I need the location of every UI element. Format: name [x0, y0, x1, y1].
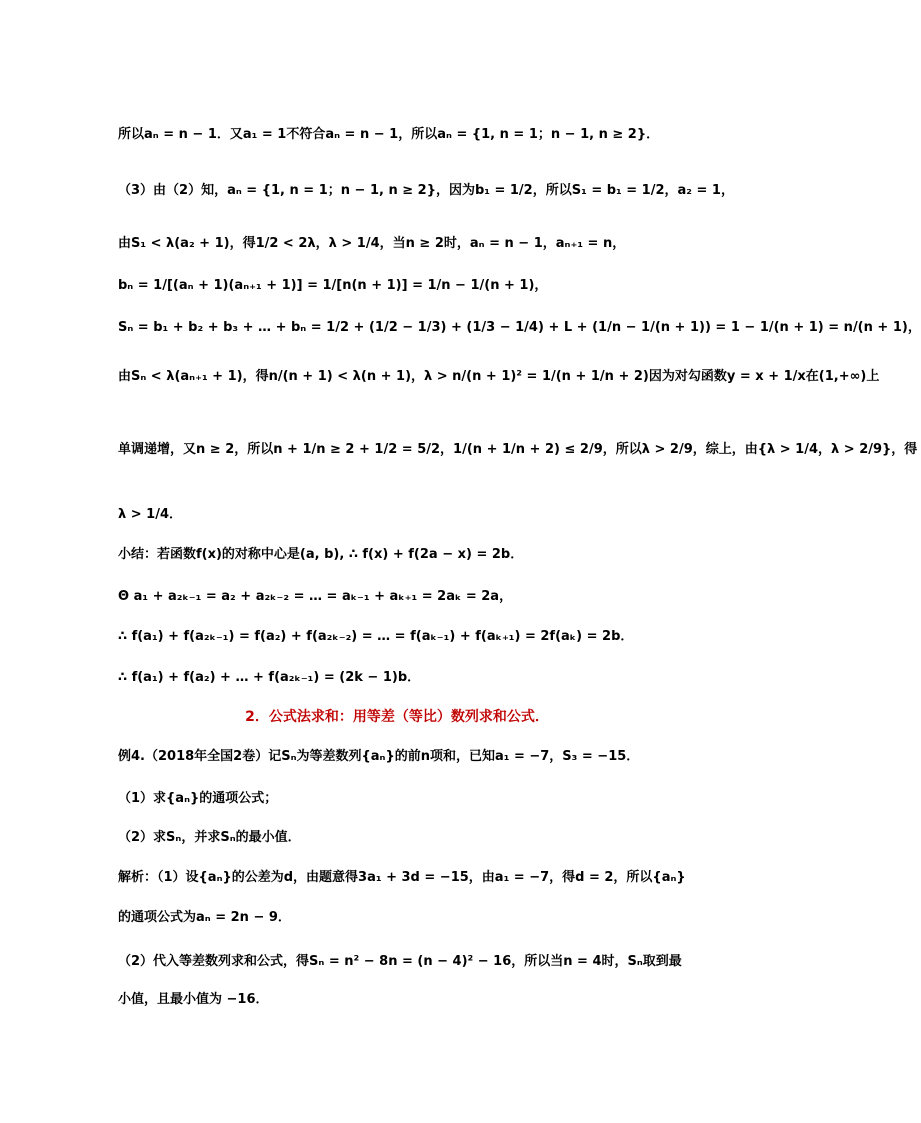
text-line: 小结：若函数f(x)的对称中心是(a, b), ∴ f(x) + f(2a − x) = 2b．: [118, 547, 524, 562]
text-line: （3）由（2）知，aₙ = {1, n = 1；n − 1, n ≥ 2}，因为b₁ = 1/2，所以S₁ = b₁ = 1/2，a₂ = 1，: [118, 183, 734, 198]
text-line: λ > 1/4．: [118, 507, 183, 522]
text-line: 单调递增，又n ≥ 2，所以n + 1/n ≥ 2 + 1/2 = 5/2，1/(n + 1/n + 2) ≤ 2/9，所以λ > 2/9，综上，由{λ > 1/4，λ > 2/9}，得: [118, 442, 918, 457]
text-line: 例4.（2018年全国2卷）记Sₙ为等差数列{aₙ}的前n项和，已知a₁ = −7，S₃ = −15．: [118, 749, 640, 764]
text-line: 由Sₙ < λ(aₙ₊₁ + 1)，得n/(n + 1) < λ(n + 1)，λ > n/(n + 1)² = 1/(n + 1/n + 2)因为对勾函数y = x + 1/x在(1,+∞)上: [118, 369, 880, 384]
text-line: （2）代入等差数列求和公式，得Sₙ = n² − 8n = (n − 4)² − 16，所以当n = 4时，Sₙ取到最: [118, 954, 682, 969]
text-line: ∴ f(a₁) + f(a₂) + … + f(a₂ₖ₋₁) = (2k − 1)b．: [118, 670, 421, 685]
section-heading: 2．公式法求和：用等差（等比）数列求和公式．: [245, 709, 549, 725]
text-line: 小值，且最小值为 −16．: [118, 992, 269, 1007]
text-line: （2）求Sₙ，并求Sₙ的最小值．: [118, 830, 301, 845]
text-line: 所以aₙ = n − 1．又a₁ = 1不符合aₙ = n − 1，所以aₙ = {1, n = 1；n − 1, n ≥ 2}．: [118, 127, 660, 142]
text-line: Θ a₁ + a₂ₖ₋₁ = a₂ + a₂ₖ₋₂ = … = aₖ₋₁ + aₖ₊₁ = 2aₖ = 2a，: [118, 589, 513, 604]
text-line: ∴ f(a₁) + f(a₂ₖ₋₁) = f(a₂) + f(a₂ₖ₋₂) = … = f(aₖ₋₁) + f(aₖ₊₁) = 2f(aₖ) = 2b．: [118, 629, 634, 644]
text-line: 由S₁ < λ(a₂ + 1)，得1/2 < 2λ，λ > 1/4，当n ≥ 2时，aₙ = n − 1，aₙ₊₁ = n，: [118, 236, 626, 251]
text-line: bₙ = 1/[(aₙ + 1)(aₙ₊₁ + 1)] = 1/[n(n + 1)] = 1/n − 1/(n + 1)，: [118, 278, 548, 293]
text-line: 的通项公式为aₙ = 2n − 9．: [118, 910, 291, 925]
text-line: Sₙ = b₁ + b₂ + b₃ + … + bₙ = 1/2 + (1/2 − 1/3) + (1/3 − 1/4) + L + (1/n − 1/(n + 1)) = 1 − 1/(n + 1) = n/(n + 1)，: [118, 320, 921, 335]
text-line: 解析：（1）设{aₙ}的公差为d，由题意得3a₁ + 3d = −15，由a₁ = −7，得d = 2，所以{aₙ}: [118, 870, 686, 885]
text-line: （1）求{aₙ}的通项公式；: [118, 791, 278, 806]
